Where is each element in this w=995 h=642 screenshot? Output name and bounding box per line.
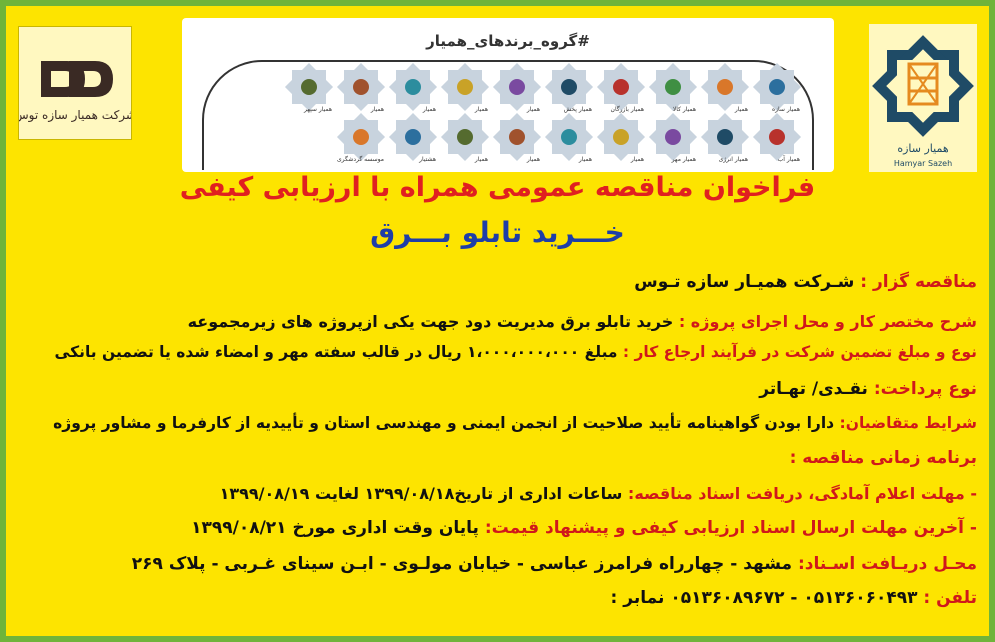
- brand-label: همیار انرژی: [718, 156, 748, 163]
- notice-row: [20, 554, 977, 574]
- brand-logo-icon: [344, 120, 378, 154]
- brand-label: همیار: [734, 106, 748, 113]
- brand-logo-icon: [760, 120, 794, 154]
- brand-logo-icon: [344, 70, 378, 104]
- notice-row: [20, 312, 977, 331]
- brand-banner: [182, 18, 834, 172]
- row-label: - مهلت اعلام آمادگی، دریافت اسناد مناقصه:: [627, 484, 977, 503]
- row-value: دارا بودن گواهینامه تأیید صلاحیت از انجمن ایمنی و مهندسی استان و تأییدیه از کارفرما و مشاور پروژه: [53, 414, 840, 432]
- right-logo-en: Hamyar Sazeh: [893, 159, 953, 168]
- brand-label: همیار: [422, 106, 436, 113]
- row-value: شـرکت همیـار سازه تـوس: [634, 272, 861, 292]
- header: [6, 6, 989, 172]
- notice-row: [20, 343, 977, 361]
- brand-label: همیار سپهر: [304, 106, 332, 113]
- brand-logo-icon: [448, 120, 482, 154]
- notice-body: [6, 172, 989, 636]
- brand-label: همیار آب: [777, 156, 800, 163]
- brand-logo-icon: [396, 70, 430, 104]
- brand-label: همیار: [526, 106, 540, 113]
- company-logo: [18, 26, 132, 140]
- brand-logo-icon: [604, 70, 638, 104]
- notice-row: [20, 518, 977, 538]
- row-value: پایان وقت اداری مورخ ۱۳۹۹/۰۸/۲۱: [191, 518, 485, 538]
- right-logo-fa: همیار سازه: [897, 142, 949, 155]
- row-label: - آخرین مهلت ارسال اسناد ارزیابی کیفی و پیشنهاد قیمت:: [484, 518, 977, 538]
- hamyar-sazeh-logo: [869, 24, 977, 172]
- brand-label: همیار کالا: [672, 106, 696, 113]
- brand-logo-icon: [656, 120, 690, 154]
- brand-label: همیار: [526, 156, 540, 163]
- brand-label: موسسه گردشگری: [336, 156, 384, 163]
- row-value: خرید تابلو برق مدیریت دود جهت یکی ازپروژه های زیرمجموعه: [187, 312, 679, 331]
- row-label: تلفن :: [923, 588, 977, 608]
- notice-row: [20, 414, 977, 432]
- brand-logo-icon: [604, 120, 638, 154]
- notice-title: فراخوان مناقصه عمومی همراه با ارزیابی کیفی: [179, 172, 816, 203]
- row-value: نقـدی/ تهـاتر: [759, 379, 874, 399]
- brand-logo-icon: [552, 120, 586, 154]
- brand-logo-icon: [292, 70, 326, 104]
- brand-label: همیار مهر: [671, 156, 696, 163]
- brand-label: همیار پخش: [563, 106, 592, 113]
- row-value: ساعات اداری از تاریخ۱۳۹۹/۰۸/۱۸ لغایت ۱۳۹۹/۰۸/۱۹: [219, 484, 628, 503]
- row-label: مناقصه گزار :: [860, 272, 977, 292]
- brand-label: همیار: [578, 156, 592, 163]
- row-value: مشهد - چهارراه فرامرز عباسی - خیابان مولـوی - ابـن سینای غـربی - پلاک ۲۶۹: [131, 554, 798, 574]
- brand-logo-icon: [760, 70, 794, 104]
- notice-row: [20, 272, 977, 292]
- notice-row: [20, 379, 977, 399]
- brand-logo-icon: [448, 70, 482, 104]
- brand-label: همیار بازرگان: [610, 106, 644, 113]
- row-label: برنامه زمانی مناقصه :: [789, 448, 977, 468]
- row-label: نوع و مبلغ تضمین شرکت در فرآیند ارجاع کار :: [622, 343, 977, 361]
- brand-logo-icon: [396, 120, 430, 154]
- row-value: ۰۵۱۳۶۰۶۰۴۹۳ - ۰۵۱۳۶۰۸۹۶۷۲ نمابر :: [610, 588, 924, 608]
- row-label: شرح مختصر کار و محل اجرای پروژه :: [678, 312, 977, 331]
- brand-logo-icon: [552, 70, 586, 104]
- brand-label: همیار: [474, 156, 488, 163]
- left-logo-text: شرکت همیار سازه توس: [19, 108, 131, 122]
- notice-subtitle: خـــرید تابلو بـــرق: [370, 216, 625, 249]
- brand-label: همیار: [370, 106, 384, 113]
- brand-logo-icon: [500, 120, 534, 154]
- brand-logo-icon: [708, 70, 742, 104]
- brand-label: هشتیار: [419, 156, 436, 163]
- notice-row: [20, 588, 977, 608]
- row-value: مبلغ ۱،۰۰۰،۰۰۰،۰۰۰ ریال در قالب سفته مهر و امضاء شده یا تضمین بانکی: [54, 343, 623, 361]
- row-label: محـل دریـافت اسـناد:: [797, 554, 977, 574]
- notice-row: [20, 484, 977, 503]
- building-emblem-icon: [869, 24, 977, 172]
- brand-label: همیار سازه: [772, 106, 800, 113]
- brand-logo-icon: [656, 70, 690, 104]
- brand-logo-icon: [708, 120, 742, 154]
- brand-logo-icon: [500, 70, 534, 104]
- row-label: نوع پرداخت:: [873, 379, 977, 399]
- row-label: شرایط متقاضیان:: [839, 414, 977, 432]
- logo-mark-icon: [19, 27, 131, 139]
- group-title: #گروه_برندهای_همیار: [426, 32, 590, 50]
- brand-label: همیار: [630, 156, 644, 163]
- brand-label: همیار: [474, 106, 488, 113]
- notice-row: [20, 448, 977, 468]
